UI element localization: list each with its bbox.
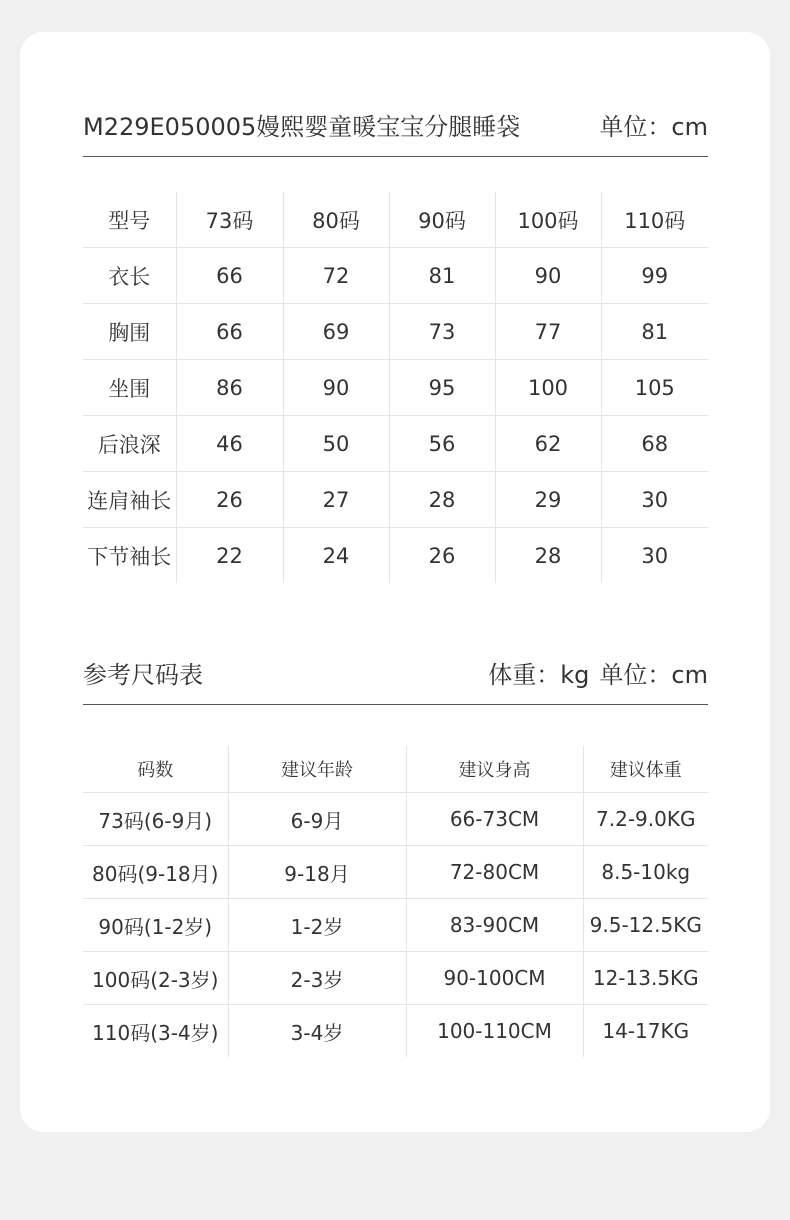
reference-row	[83, 952, 708, 1005]
table-cell: 72-80CM	[406, 846, 583, 899]
row-label-cell: 90码(1-2岁)	[83, 899, 228, 952]
table-cell: 90-100CM	[406, 952, 583, 1005]
table-cell: 24	[283, 528, 389, 584]
table-cell: 68	[601, 416, 708, 472]
table-cell: 7.2-9.0KG	[583, 793, 708, 846]
size-measure-row	[83, 416, 708, 472]
table-cell: 28	[495, 528, 601, 584]
product-title: M229E050005嫚熙婴童暖宝宝分腿睡袋	[83, 113, 521, 141]
row-label-cell: 坐围	[83, 360, 176, 416]
column-header-cell: 码数	[83, 746, 228, 793]
table-cell: 72	[283, 248, 389, 304]
table-cell: 6-9月	[228, 793, 406, 846]
size-measure-row	[83, 304, 708, 360]
table-cell: 66-73CM	[406, 793, 583, 846]
table-cell: 62	[495, 416, 601, 472]
column-header-cell: 建议年龄	[228, 746, 406, 793]
column-header-cell: 建议身高	[406, 746, 583, 793]
table-cell: 46	[176, 416, 283, 472]
reference-title: 参考尺码表	[83, 661, 203, 689]
reference-row	[83, 793, 708, 846]
table-cell: 30	[641, 543, 669, 568]
row-label-cell: 80码(9-18月)	[83, 846, 228, 899]
table-cell: 66	[176, 248, 283, 304]
column-header-cell: 100码	[495, 192, 601, 248]
table-cell: 30	[601, 472, 708, 528]
size-measure-row	[83, 472, 708, 528]
table-cell: 100	[495, 360, 601, 416]
row-label-cell: 衣长	[83, 248, 176, 304]
size-measure-row	[83, 248, 708, 304]
table-cell: 28	[389, 472, 495, 528]
size-measure-row	[83, 528, 708, 584]
table-cell: 12-13.5KG	[583, 952, 708, 1005]
column-header-cell: 90码	[389, 192, 495, 248]
table-cell: 3-4岁	[228, 1005, 406, 1058]
product-size-table	[83, 192, 708, 583]
row-label-cell: 110码(3-4岁)	[83, 1005, 228, 1058]
reference-header-row	[83, 746, 708, 793]
table-cell: 9.5-12.5KG	[583, 899, 708, 952]
column-header-cell: 110码	[601, 192, 708, 248]
product-size-section	[83, 100, 708, 569]
table-cell: 26	[389, 528, 495, 584]
column-header-cell: 型号	[83, 192, 176, 248]
table-cell: 83-90CM	[406, 899, 583, 952]
table-cell: 1-2岁	[228, 899, 406, 952]
reference-size-table	[83, 746, 708, 1057]
column-header-cell: 80码	[283, 192, 389, 248]
reference-size-header	[83, 648, 708, 705]
reference-units	[488, 655, 708, 690]
table-cell: 22	[176, 528, 283, 584]
table-cell: 27	[283, 472, 389, 528]
table-cell: 66	[176, 304, 283, 360]
row-label-cell: 100码(2-3岁)	[83, 952, 228, 1005]
product-size-header	[83, 100, 708, 157]
table-cell: 77	[495, 304, 601, 360]
column-header-cell: 建议体重	[583, 746, 708, 793]
table-cell: 29	[495, 472, 601, 528]
table-cell: 81	[601, 304, 708, 360]
row-label-cell: 后浪深	[83, 416, 176, 472]
table-cell: 81	[389, 248, 495, 304]
table-cell: 86	[176, 360, 283, 416]
table-cell: 90	[283, 360, 389, 416]
table-cell: 9-18月	[228, 846, 406, 899]
weight-unit-label: 体重：kg	[488, 661, 590, 689]
length-unit-label: 单位：cm	[599, 661, 708, 689]
table-cell: 14-17KG	[602, 1019, 690, 1043]
reference-row	[83, 846, 708, 899]
table-cell: 90	[495, 248, 601, 304]
table-cell: 105	[601, 360, 708, 416]
reference-row	[83, 899, 708, 952]
table-cell: 2-3岁	[228, 952, 406, 1005]
row-label-cell: 73码(6-9月)	[83, 793, 228, 846]
row-label-cell: 胸围	[83, 304, 176, 360]
table-cell: 8.5-10kg	[583, 846, 708, 899]
unit-label	[599, 107, 708, 142]
table-cell: 26	[176, 472, 283, 528]
reference-row	[83, 1005, 708, 1058]
table-cell: 50	[283, 416, 389, 472]
table-cell: 100-110CM	[406, 1005, 583, 1058]
table-cell: 99	[601, 248, 708, 304]
size-measure-header-row	[83, 192, 708, 248]
size-measure-row	[83, 360, 708, 416]
table-cell: 73	[389, 304, 495, 360]
row-label-cell: 下节袖长	[83, 528, 176, 584]
unit-cm-label: 单位：cm	[599, 113, 708, 141]
table-cell: 95	[389, 360, 495, 416]
table-cell: 56	[389, 416, 495, 472]
reference-size-section	[83, 648, 708, 1045]
row-label-cell: 连肩袖长	[83, 472, 176, 528]
column-header-cell: 73码	[176, 192, 283, 248]
table-cell: 69	[283, 304, 389, 360]
